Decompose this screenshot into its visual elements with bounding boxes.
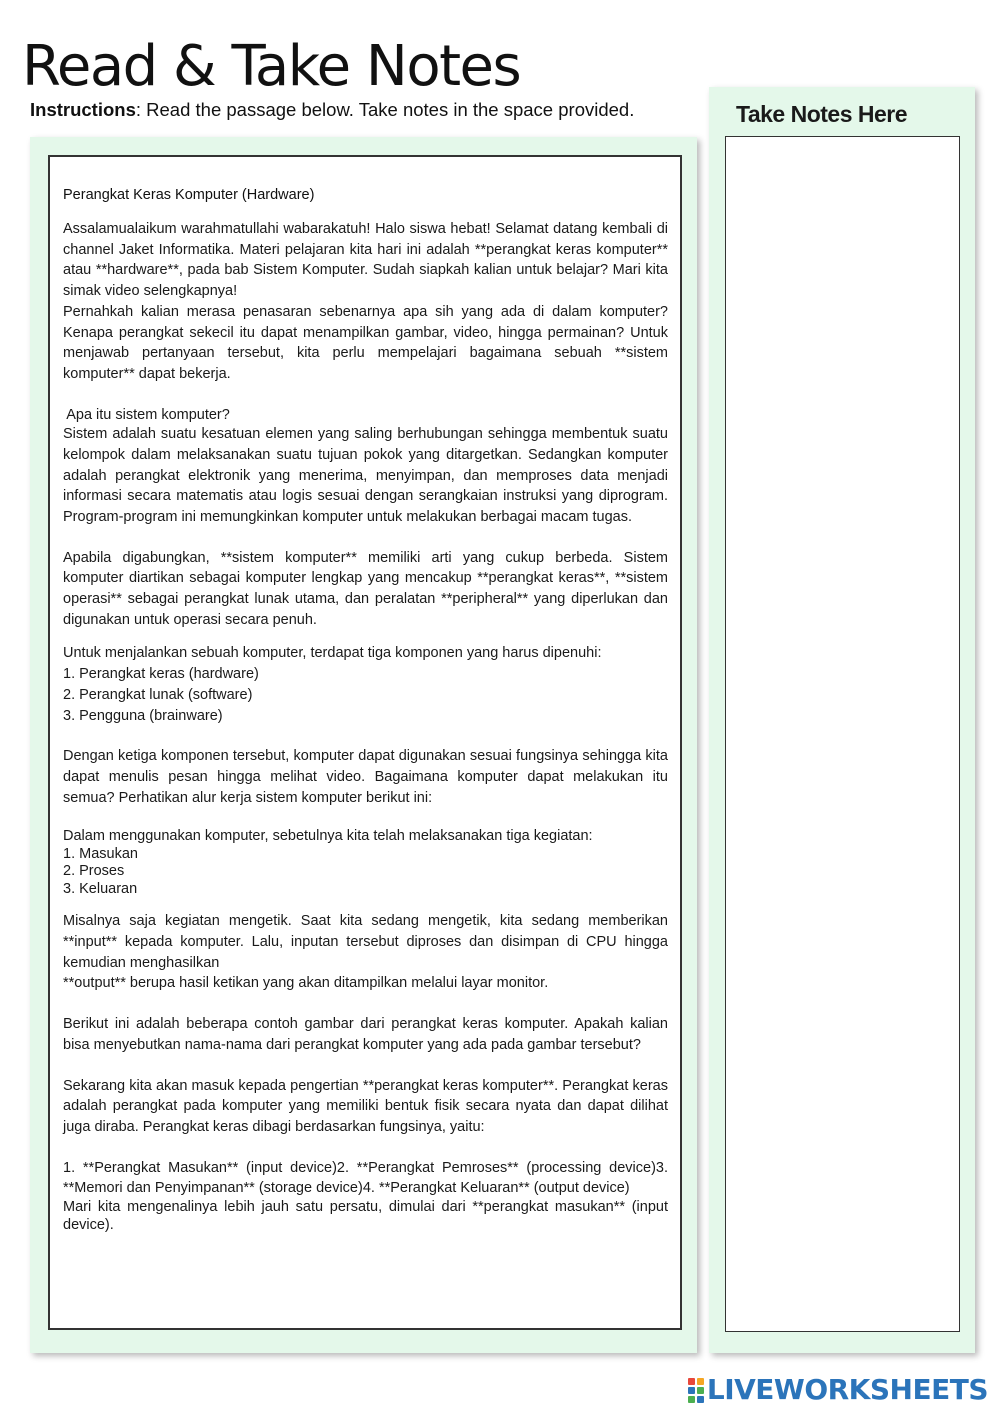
instructions-text: : Read the passage below. Take notes in the space provided. (135, 99, 635, 120)
passage-paragraph: 1. **Perangkat Masukan** (input device)2. **Perangkat Pemroses** (processing device)3. **Memori dan Penyimpanan** (storage device)4. **Perangkat Keluaran** (output device) (63, 1159, 668, 1197)
list-item: 1. Masukan (63, 845, 138, 862)
notes-textarea[interactable] (725, 136, 960, 1332)
spacer (63, 898, 668, 911)
instructions (30, 98, 634, 122)
passage-paragraph: Sekarang kita akan masuk kepada pengertian **perangkat keras komputer**. Perangkat keras adalah perangkat pada komputer yang memiliki bentuk fisik secara nyata dan dapat dilihat juga diraba. Perangkat keras dibagi berdasarkan fungsinya, yaitu: (63, 1077, 668, 1135)
passage-paragraph: Untuk menjalankan sebuah komputer, terdapat tiga komponen yang harus dipenuhi: (63, 645, 602, 662)
passage-paragraph: Misalnya saja kegiatan mengetik. Saat kita sedang mengetik, kita sedang memberikan **input** kepada komputer. Lalu, inputan tersebut diproses dan disimpan di CPU hingga kemudian menghasilkan (63, 913, 668, 971)
brand-name: LIVEWORKSHEETS (706, 1373, 988, 1406)
spacer (63, 808, 668, 828)
passage-paragraph: Assalamualaikum warahmatullahi wabarakatuh! Halo siswa hebat! Selamat datang kembali di channel Jaket Informatika. Materi pelajaran kita hari ini adalah **perangkat keras komputer** atau **hardware**, pada bab Sistem Komputer. Sudah siapkah kalian untuk belajar? Mari kita simak video selengkapnya! (63, 221, 668, 300)
spacer (63, 385, 668, 405)
brand-square (697, 1396, 704, 1403)
passage-subheading: Apa itu sistem komputer? (63, 406, 230, 423)
notes-title: Take Notes Here (736, 101, 908, 127)
brand-square (697, 1378, 704, 1385)
spacer (63, 994, 668, 1014)
instructions-label: Instructions (30, 99, 136, 120)
page-title: Read & Take Notes (22, 34, 521, 99)
brand-icon (688, 1378, 704, 1403)
passage-paragraph: Mari kita mengenalinya lebih jauh satu persatu, dimulai dari **perangkat masukan** (input device). (63, 1199, 668, 1233)
notes-panel (709, 87, 975, 1353)
liveworksheets-logo (688, 1374, 988, 1406)
spacer (63, 726, 668, 746)
list-item: 2. Perangkat lunak (software) (63, 686, 253, 703)
spacer (63, 630, 668, 643)
passage-paragraph: Sistem adalah suatu kesatuan elemen yang saling berhubungan sehingga membentuk suatu kelompok dalam melaksanakan suatu tujuan pokok yang ditargetkan. Sedangkan komputer adalah perangkat elektronik yang menerima, menyimpan, dan memproses data menjadi informasi secara matematis atau logis sesuai dengan serangkaian instruksi yang diprogram. Program-program ini memungkinkan komputer untuk melakukan berbagai macam tugas. (63, 426, 668, 525)
passage-panel (30, 137, 697, 1353)
passage-paragraph: Dengan ketiga komponen tersebut, komputer dapat digunakan sesuai fungsinya sehingga kita dapat menulis pesan hingga melihat video. Bagaimana komputer dapat melakukan itu semua? Perhatikan alur kerja sistem komputer berikut ini: (63, 748, 668, 806)
brand-square (688, 1378, 695, 1385)
passage-paragraph: Berikut ini adalah beberapa contoh gambar dari perangkat keras komputer. Apakah kalian bisa menyebutkan nama-nama dari perangkat komputer yang ada pada gambar tersebut? (63, 1016, 668, 1053)
passage-paragraph: **output** berupa hasil ketikan yang akan ditampilkan melalui layar monitor. (63, 975, 549, 992)
brand-square (697, 1387, 704, 1394)
brand-square (688, 1387, 695, 1394)
list-item: 3. Pengguna (brainware) (63, 707, 223, 724)
passage-paragraph: Pernahkah kalian merasa penasaran sebenarnya apa sih yang ada di dalam komputer? Kenapa perangkat sekecil itu dapat menampilkan gambar, video, hingga permainan? Untuk menjawab pertanyaan tersebut, kita perlu mempelajari bagaimana sebuah **sistem komputer** dapat bekerja. (63, 303, 668, 382)
passage-title: Perangkat Keras Komputer (Hardware) (63, 187, 315, 203)
passage-box[interactable] (48, 155, 682, 1330)
list-item: 2. Proses (63, 863, 125, 880)
list-item: 1. Perangkat keras (hardware) (63, 666, 259, 683)
passage-paragraph: Apabila digabungkan, **sistem komputer** memiliki arti yang cukup berbeda. Sistem komputer diartikan sebagai komputer lengkap yang mencakup **perangkat keras**, **sistem operasi** sebagai perangkat lunak utama, dan peralatan **peripheral** yang diperlukan dan digunakan untuk operasi secara penuh. (63, 549, 668, 628)
brand-square (688, 1396, 695, 1403)
list-item: 3. Keluaran (63, 880, 138, 897)
spacer (63, 528, 668, 548)
spacer (63, 1056, 668, 1076)
spacer (63, 1138, 668, 1158)
passage-paragraph: Dalam menggunakan komputer, sebetulnya kita telah melaksanakan tiga kegiatan: (63, 828, 593, 845)
